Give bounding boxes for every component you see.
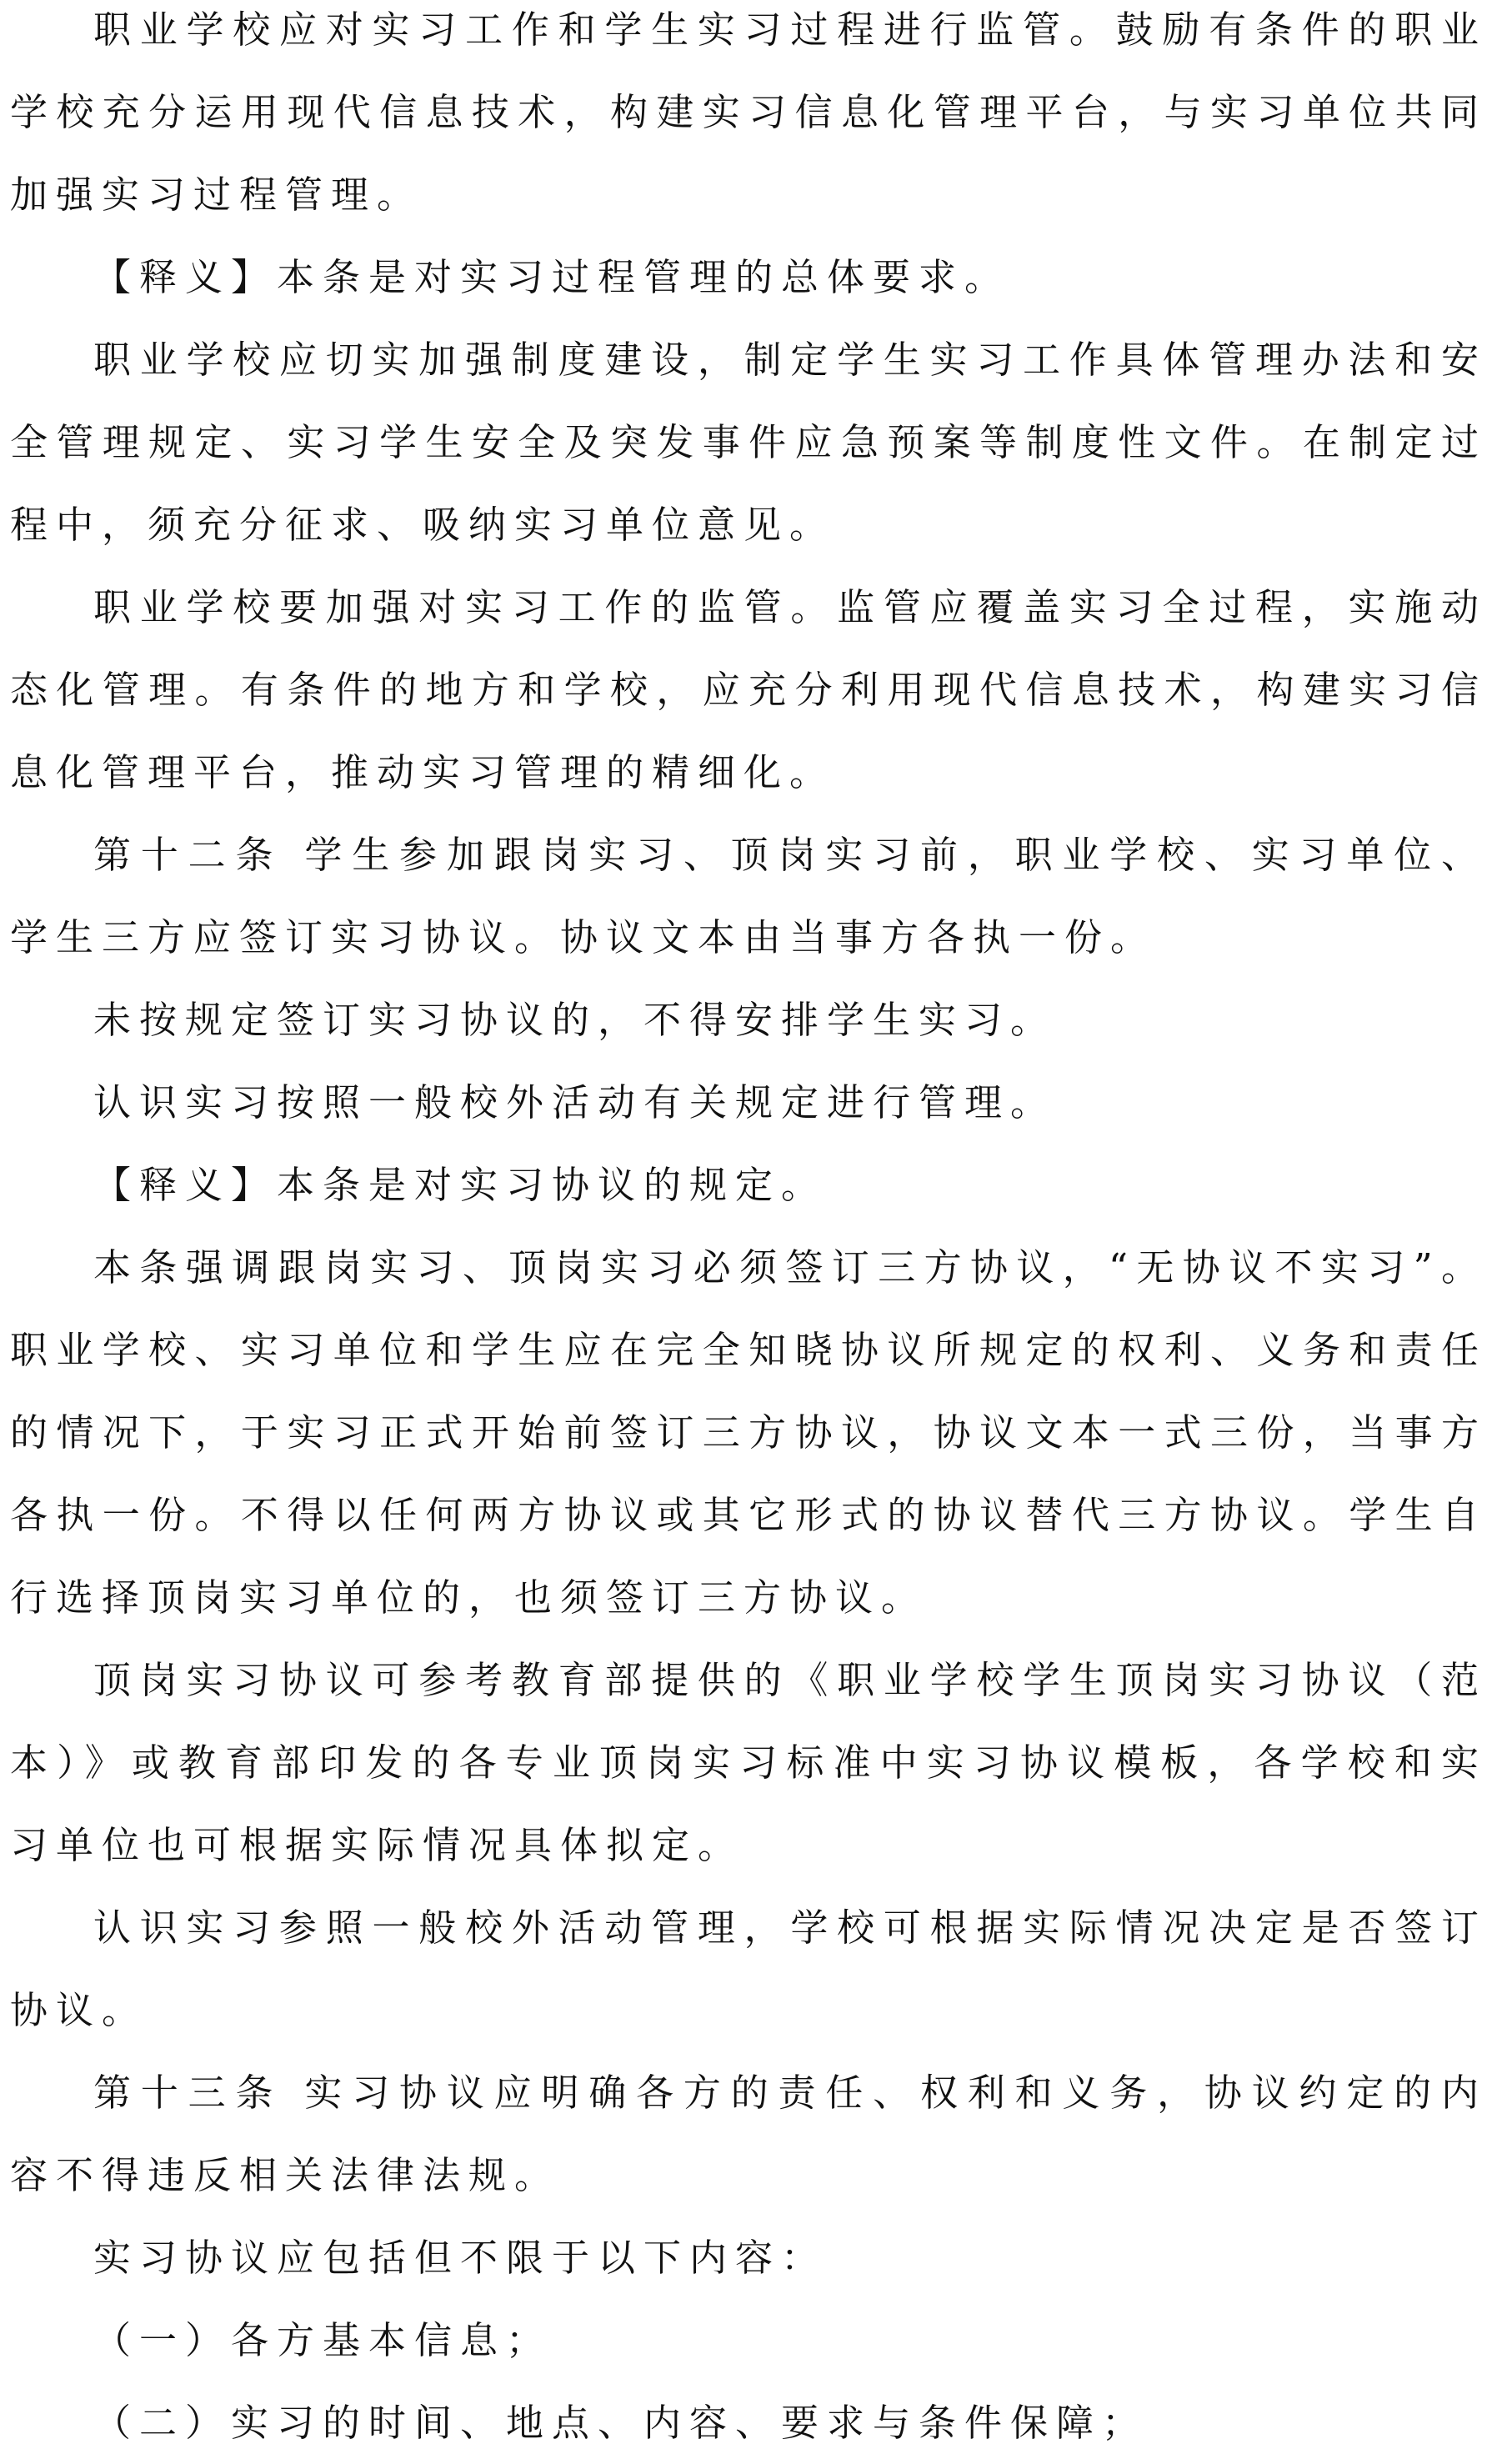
list-item-basic-info: （一）各方基本信息； <box>93 2318 553 2362</box>
paragraph-supervision: 职业学校要加强对实习工作的监管。监管应覆盖实习全过程，实施动态化管理。有条件的地方和学校，应充分利用现代信息技术，构建实习信息化管理平台，推动实习管理的精细化。 <box>10 585 1487 794</box>
paragraph-agreement-contents: 实习协议应包括但不限于以下内容： <box>93 2236 828 2280</box>
paragraph-intro: 职业学校应对实习工作和学生实习过程进行监管。鼓励有条件的职业学校充分运用现代信息技术，构建实习信息化管理平台，与实习单位共同加强实习过程管理。 <box>10 8 1487 217</box>
paragraph-article-12: 第十二条 学生参加跟岗实习、顶岗实习前，职业学校、实习单位、学生三方应签订实习协议。协议文本由当事方各执一份。 <box>10 833 1487 959</box>
paragraph-no-agreement: 未按规定签订实习协议的，不得安排学生实习。 <box>93 998 1057 1042</box>
paragraph-article-13: 第十三条 实习协议应明确各方的责任、权利和义务，协议约定的内容不得违反相关法律法规。 <box>10 2071 1487 2197</box>
paragraph-recognition-internship: 认识实习按照一般校外活动有关规定进行管理。 <box>93 1080 1057 1124</box>
paragraph-interpretation-1: 【释义】本条是对实习过程管理的总体要求。 <box>93 255 1011 299</box>
paragraph-three-party-agreement: 本条强调跟岗实习、顶岗实习必须签订三方协议，“无协议不实习”。职业学校、实习单位和学生应在完全知晓协议所规定的权利、义务和责任的情况下，于实习正式开始前签订三方协议，协议文本一式三份，当事方各执一份。不得以任何两方协议或其它形式的协议替代三方协议。学生自行选择顶岗实习单位的，也须签订三方协议。 <box>10 1245 1487 1620</box>
paragraph-agreement-template: 顶岗实习协议可参考教育部提供的《职业学校学生顶岗实习协议（范本）》或教育部印发的各专业顶岗实习标准中实习协议模板，各学校和实习单位也可根据实际情况具体拟定。 <box>10 1658 1487 1867</box>
paragraph-system-building: 职业学校应切实加强制度建设，制定学生实习工作具体管理办法和安全管理规定、实习学生安全及突发事件应急预案等制度性文件。在制定过程中，须充分征求、吸纳实习单位意见。 <box>10 338 1487 547</box>
list-item-time-place-content: （二）实习的时间、地点、内容、要求与条件保障； <box>93 2401 1149 2445</box>
paragraph-interpretation-2: 【释义】本条是对实习协议的规定。 <box>93 1163 828 1207</box>
document-body <box>10 0 1487 2464</box>
paragraph-recognition-agreement: 认识实习参照一般校外活动管理，学校可根据实际情况决定是否签订协议。 <box>10 1906 1487 2032</box>
